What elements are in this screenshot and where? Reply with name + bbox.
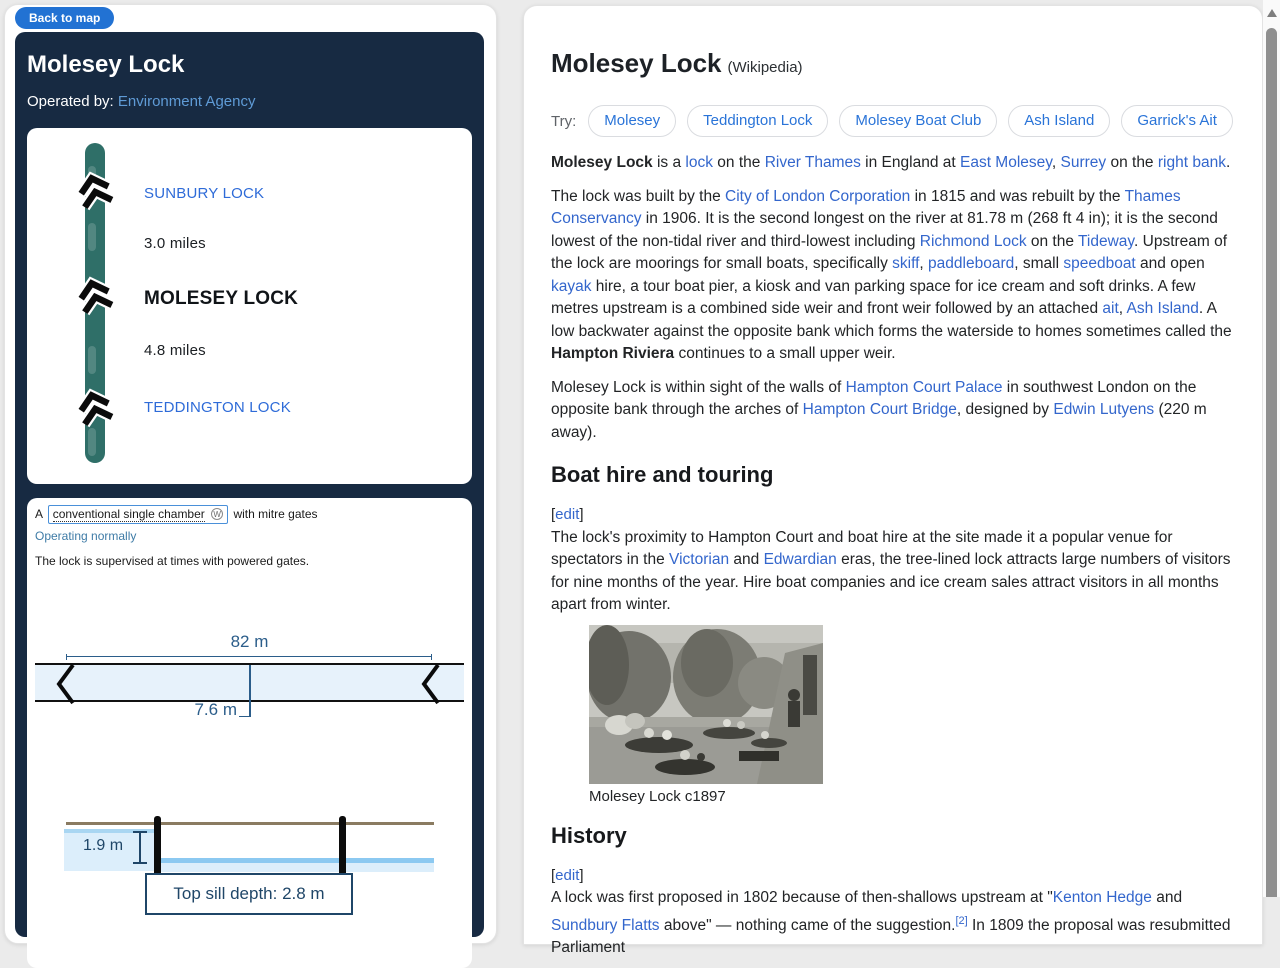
section-heading-boat-hire: Boat hire and touring	[551, 462, 774, 487]
bold-text: Molesey Lock	[551, 154, 653, 171]
plain-text: Molesey Lock is within sight of the walls of	[551, 378, 846, 396]
route-link-sunbury[interactable]: SUNBURY LOCK	[144, 185, 265, 202]
width-dimension-line	[249, 665, 251, 717]
lock-info-panel	[15, 32, 484, 937]
inline-link[interactable]: Victorian	[669, 551, 730, 568]
edit-link[interactable]: edit	[555, 506, 580, 523]
lock-gates-icon	[72, 273, 118, 319]
route-link-teddington[interactable]: TEDDINGTON LOCK	[144, 399, 291, 416]
reference-link[interactable]: [2]	[955, 914, 968, 927]
plain-text: on the	[712, 154, 765, 171]
plain-text: ,	[919, 255, 929, 272]
plain-text: ,	[1118, 300, 1127, 317]
article-paragraph	[551, 152, 1234, 175]
scroll-up-icon[interactable]	[1267, 9, 1277, 17]
article-paragraph	[551, 527, 1234, 617]
chip-molesey-boat-club[interactable]: Molesey Boat Club	[839, 105, 997, 137]
inline-link[interactable]: Richmond Lock	[919, 232, 1027, 250]
inline-link[interactable]: kayak	[551, 277, 592, 295]
inline-link[interactable]: speedboat	[1063, 255, 1136, 272]
operator-link[interactable]: Environment Agency	[117, 93, 256, 110]
inline-link[interactable]: Hampton Court Bridge	[802, 401, 957, 418]
length-dimension-label: 82 m	[230, 632, 269, 651]
plain-text: The lock's proximity to Hampton Court and boat hire at the site made it a popular venue for spectators in the	[551, 528, 1173, 568]
lock-gates-icon	[72, 385, 118, 431]
supervision-note: The lock is supervised at times with powered gates.	[35, 554, 310, 568]
downstream-water	[161, 863, 434, 872]
ground-line	[66, 822, 434, 825]
route-distance: 3.0 miles	[144, 235, 206, 252]
inline-link[interactable]: Thames Conservancy	[551, 187, 1181, 227]
inline-link[interactable]: Kenton Hedge	[1052, 889, 1152, 906]
inline-link[interactable]: lock	[685, 154, 713, 171]
lock-elevation-diagram	[27, 816, 472, 946]
try-label: Try:	[551, 112, 577, 130]
inline-link[interactable]: Tideway	[1078, 232, 1135, 250]
downstream-gate	[339, 816, 346, 878]
inline-link[interactable]: Edwin Lutyens	[1053, 401, 1155, 418]
plain-text: In 1809 the proposal was resubmitted Parliament	[551, 916, 1231, 957]
edit-line: [edit]	[551, 506, 584, 523]
chip-ash-island[interactable]: Ash Island	[1008, 105, 1110, 137]
edit-line: [edit]	[551, 866, 584, 884]
route-current-lock: MOLESEY LOCK	[144, 288, 299, 309]
inline-link[interactable]: Hampton Court Palace	[845, 378, 1003, 396]
inline-link[interactable]: Surrey	[1060, 154, 1107, 171]
plain-text: . A low backwater against the opposite bank which forms the waterside to homes sometimes called the	[551, 300, 1232, 340]
sill-depth-label: Top sill depth: 2.8 m	[145, 873, 353, 915]
upstream-gate	[154, 816, 161, 878]
plain-text: , designed by	[956, 401, 1054, 418]
river-dash	[88, 428, 96, 456]
fall-dimension-label: 1.9 m	[83, 837, 124, 854]
inline-link[interactable]: River Thames	[764, 154, 861, 171]
width-dimension-label: 7.6 m	[194, 700, 237, 719]
lock-type-line: A conventional single chamber W with mitre gates	[35, 505, 318, 524]
status-text: Operating normally	[35, 529, 137, 543]
plain-text: . Upstream of the lock are moorings for small boats, specifically	[551, 232, 1228, 272]
reference-marker	[955, 915, 967, 927]
river-route-card	[27, 128, 472, 484]
inline-link[interactable]: ait	[1102, 300, 1119, 317]
article-title: Molesey Lock (Wikipedia)	[551, 48, 803, 78]
plain-text: The lock was built by the	[551, 187, 726, 205]
route-distance: 4.8 miles	[144, 342, 206, 359]
inline-link[interactable]: skiff	[892, 255, 920, 272]
river-dash	[88, 223, 96, 251]
article-figure	[589, 625, 823, 807]
lock-title: Molesey Lock	[27, 51, 185, 78]
plain-text: is a	[652, 154, 686, 171]
article-paragraph	[551, 186, 1234, 366]
lock-detail-panel	[4, 4, 497, 944]
plain-text: (220 m away).	[551, 401, 1207, 441]
plain-text: in southwest London on the opposite bank through the arches of	[551, 378, 1197, 418]
plain-text: and	[1151, 889, 1183, 906]
article-paragraph	[551, 377, 1234, 445]
plain-text: and open	[1135, 255, 1205, 272]
wikipedia-icon: W	[211, 508, 223, 520]
scrollbar-thumb[interactable]	[1266, 28, 1277, 897]
section-heading-history: History	[551, 822, 627, 848]
historic-photo	[589, 625, 823, 784]
plain-text: , small	[1014, 255, 1064, 272]
plain-text: in 1815 and was rebuilt by the	[910, 187, 1125, 205]
chip-molesey[interactable]: Molesey	[588, 105, 676, 137]
inline-link[interactable]: Sundbury Flatts	[551, 916, 660, 934]
back-to-map-button[interactable]: Back to map	[15, 7, 114, 29]
lock-gates-icon	[72, 168, 118, 214]
lock-plan-diagram	[27, 626, 472, 736]
edit-link[interactable]: edit	[555, 866, 580, 884]
plain-text: in 1906. It is the second longest on the river at 81.78 m (268 ft 4 in); it is the second lowest of the non-tidal river and third-lowest including	[551, 210, 1218, 250]
suggestion-chips	[551, 105, 1232, 137]
inline-link[interactable]: City of London Corporation	[725, 187, 911, 205]
inline-link[interactable]: East Molesey	[959, 154, 1052, 171]
plain-text: eras, the tree-lined lock attracts large numbers of visitors for nine months of the year. Hire boat companies and ice cream sales attract visitors in all months apart from winter.	[551, 551, 1231, 613]
inline-link[interactable]: right bank	[1157, 154, 1226, 171]
chip-teddington-lock[interactable]: Teddington Lock	[687, 105, 828, 137]
inline-link[interactable]: paddleboard	[928, 255, 1015, 272]
wikipedia-panel	[523, 5, 1263, 957]
plain-text: hire, a tour boat pier, a kiosk and van parking space for ice cream and soft drinks. A few metres upstream is a combined side weir and front weir followed by an attached	[551, 277, 1196, 317]
article-paragraph	[551, 887, 1234, 960]
inline-link[interactable]: Edwardian	[763, 551, 837, 568]
plain-text: on the	[1026, 232, 1079, 250]
plain-text: above" — nothing came of the suggestion.	[659, 916, 956, 934]
plain-text: ,	[1051, 154, 1061, 171]
plain-text: in England at	[860, 154, 960, 171]
river-dash	[88, 346, 96, 374]
plain-text: on the	[1106, 154, 1158, 171]
lock-spec-card	[27, 498, 472, 968]
vertical-scrollbar[interactable]	[1263, 0, 1280, 897]
inline-link[interactable]: Ash Island	[1126, 300, 1199, 317]
plain-text: continues to a small upper weir.	[674, 345, 896, 362]
bold-text: Hampton Riviera	[551, 345, 675, 362]
plain-text: and	[729, 551, 764, 568]
plain-text: .	[1225, 154, 1231, 171]
chip-garricks-ait[interactable]: Garrick's Ait	[1121, 105, 1233, 137]
photo-caption: Molesey Lock c1897	[589, 787, 726, 805]
plain-text: A lock was first proposed in 1802 because of then-shallows upstream at "	[551, 889, 1053, 906]
operated-by-line: Operated by: Environment Agency	[27, 93, 256, 110]
article-source: (Wikipedia)	[727, 59, 803, 76]
lock-type-term[interactable]: conventional single chamber W	[48, 505, 228, 524]
